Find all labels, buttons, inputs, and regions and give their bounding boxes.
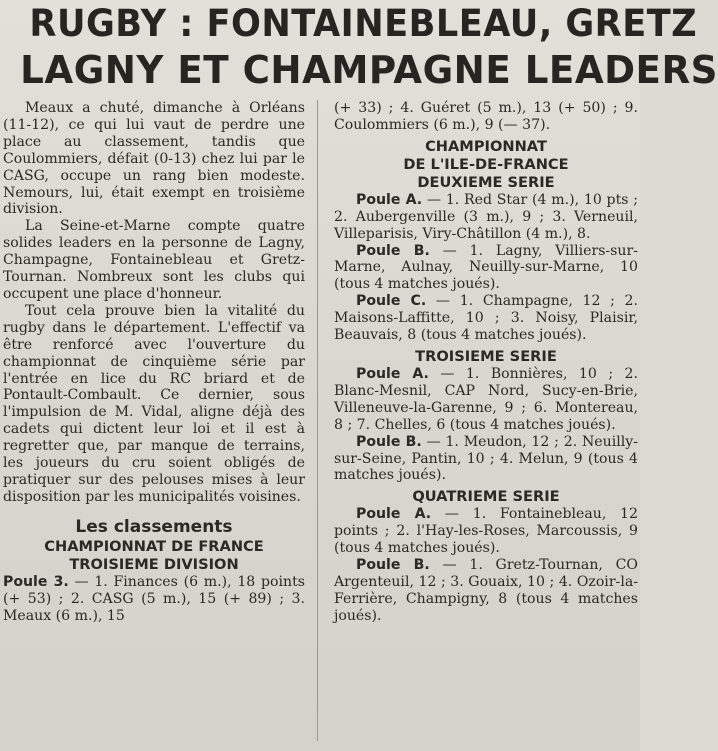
article-paragraph-2: La Seine-et-Marne compte quatre solides leaders en la personne de Lagny, Champagne, Fontainebleau et Gretz-Tournan. Nombreux sont les clubs qui occupent une place d'honneur. (3, 218, 305, 302)
deuxieme-poule-c-label: Poule C. (356, 293, 427, 310)
deuxieme-serie-heading: DEUXIEME SERIE (417, 173, 555, 191)
quatrieme-serie-heading: QUATRIEME SERIE (412, 488, 560, 506)
troisieme-poule-b (334, 434, 638, 485)
poule-3-label: Poule 3. (3, 573, 69, 590)
classements-title: Les classements (75, 516, 233, 537)
deuxieme-poule-a (334, 192, 638, 243)
deuxieme-poule-a-label: Poule A. (356, 191, 423, 208)
championnat-idf-heading-2: DE L'ILE-DE-FRANCE (403, 155, 569, 173)
championnat-france-heading: CHAMPIONNAT DE FRANCE (44, 537, 264, 555)
poule-3-continued: (+ 33) ; 4. Guéret (5 m.), 13 (+ 50) ; 9. Coulommiers (6 m.), 9 (— 37). (334, 100, 638, 133)
deuxieme-poule-b-label: Poule B. (356, 242, 430, 259)
deuxieme-poule-a-text: — 1. Red Star (4 m.), 10 pts ; 2. Aubergenville (3 m.), 9 ; 3. Verneuil, Villeparisis, Viry-Châtillon (4 m.), 8. (334, 191, 638, 242)
troisieme-poule-a-text: — 1. Bonnières, 10 ; 2. Blanc-Mesnil, CAP Nord, Sucy-en-Brie, Villeneuve-la-Garenne, 9 ; 6. Montereau, 8 ; 7. Chelles, 6 (tous 4 matches joués). (334, 365, 638, 433)
troisieme-poule-a-label: Poule A. (356, 365, 429, 382)
poule-3-standings (3, 574, 305, 625)
quatrieme-poule-b (334, 557, 638, 625)
deuxieme-poule-c (334, 293, 638, 344)
quatrieme-poule-a (334, 506, 638, 557)
right-column (334, 100, 638, 751)
troisieme-poule-a (334, 366, 638, 434)
quatrieme-poule-a-text: — 1. Fontainebleau, 12 points ; 2. l'Hay-les-Roses, Marcoussis, 9 (tous 4 matches joués). (334, 506, 638, 557)
troisieme-poule-b-label: Poule B. (356, 433, 422, 450)
championnat-idf-heading-1: CHAMPIONNAT (425, 137, 547, 155)
troisieme-poule-b-text: — 1. Meudon, 12 ; 2. Neuilly-sur-Seine, Pantin, 10 ; 4. Melun, 9 (tous 4 matches joués). (334, 433, 638, 484)
left-column (3, 100, 305, 751)
quatrieme-poule-b-text: — 1. Gretz-Tournan, CO Argenteuil, 12 ; 3. Gouaix, 10 ; 4. Ozoir-la-Ferrière, Champigny, 8 (tous 4 matches joués). (334, 557, 638, 624)
article-paragraph-1: Meaux a chuté, dimanche à Orléans (11-12), ce qui lui vaut de perdre une place au classement, tandis que Coulommiers, défait (0-13) chez lui par le CASG, occupe un rang bien modeste. Nemours, lui, était exempt en troisième division. (3, 100, 305, 218)
headline-line-1: RUGBY : FONTAINEBLEAU, GRETZ (29, 2, 698, 45)
deuxieme-poule-b-text: — 1. Lagny, Villiers-sur-Marne, Aulnay, Neuilly-sur-Marne, 10 (tous 4 matches joués). (334, 242, 638, 293)
column-divider (317, 100, 318, 741)
quatrieme-poule-b-label: Poule B. (356, 557, 430, 574)
troisieme-division-heading: TROISIEME DIVISION (69, 555, 239, 573)
deuxieme-poule-b (334, 243, 638, 294)
deuxieme-poule-c-text: — 1. Champagne, 12 ; 2. Maisons-Laffitte, 10 ; 3. Noisy, Plaisir, Beauvais, 8 (tous 4 matches joués). (334, 293, 638, 344)
headline (14, 2, 718, 94)
article-paragraph-3: Tout cela prouve bien la vitalité du rugby dans le département. L'effectif va être renforcé avec l'ouverture du championnat de cinquième série par l'entrée en lice du RC briard et de Pontault-Combault. Ce dernier, sous l'impulsion de M. Vidal, aligne déjà des cadets qui dictent leur loi et il est à regretter que, par manque de terrains, les joueurs du cru soient obligés de pratiquer sur des pelouses mises à leur disposition par les municipalités voisines. (3, 302, 305, 505)
troisieme-serie-heading: TROISIEME SERIE (415, 347, 557, 365)
headline-line-2: LAGNY ET CHAMPAGNE LEADERS (20, 48, 718, 92)
poule-3-text: — 1. Finances (6 m.), 18 points (+ 53) ; 2. CASG (5 m.), 15 (+ 89) ; 3. Meaux (6 m.), 15 (3, 573, 305, 624)
quatrieme-poule-a-label: Poule A. (356, 506, 432, 523)
